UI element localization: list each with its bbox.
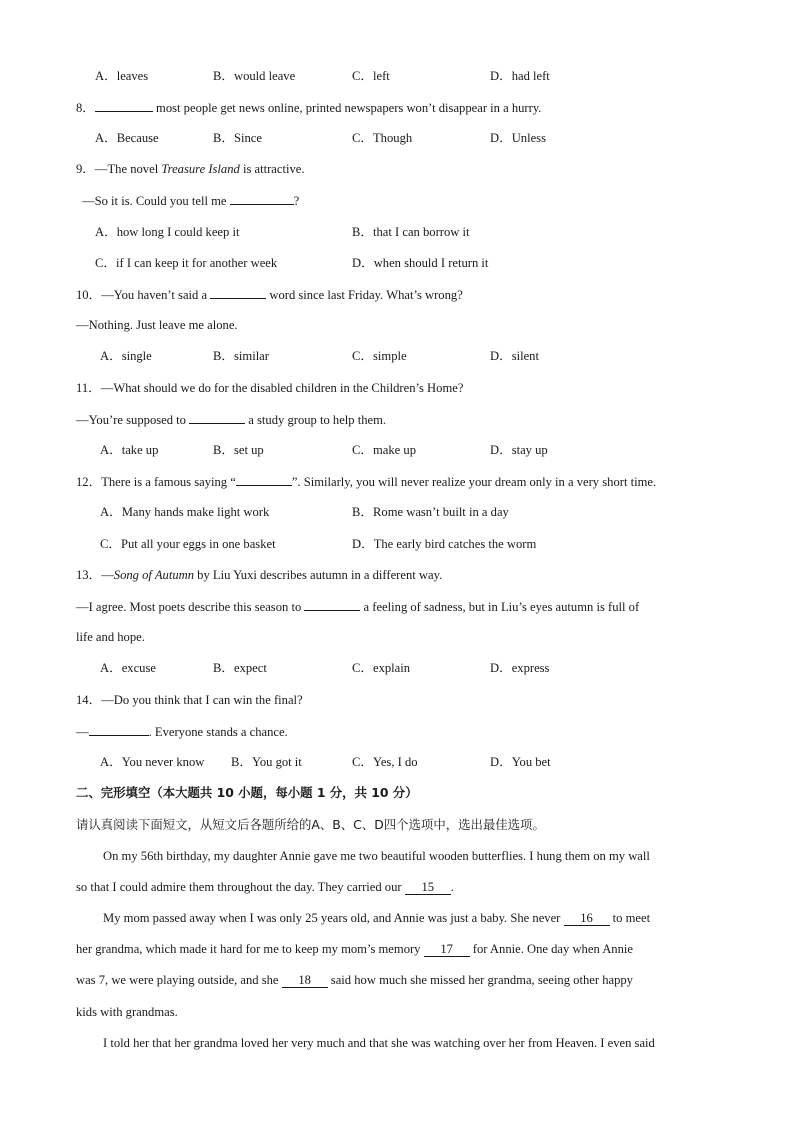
q11-stem xyxy=(76,380,463,396)
q14-option-d[interactable]: D．You bet xyxy=(490,755,551,769)
q9-reply-end: ? xyxy=(293,194,300,208)
q8-stem xyxy=(76,99,541,116)
passage-text: for Annie. One day when Annie xyxy=(469,942,633,956)
passage-text: . xyxy=(450,880,454,894)
answer-blank xyxy=(89,723,149,736)
answer-blank xyxy=(189,411,245,424)
q9-option-b[interactable]: B．that I can borrow it xyxy=(352,225,470,239)
q10-option-c[interactable]: C．simple xyxy=(352,349,407,363)
q12-option-c[interactable]: C．Put all your eggs in one basket xyxy=(100,537,276,551)
q10-option-a[interactable]: A．single xyxy=(100,349,152,363)
q12-option-b[interactable]: B．Rome wasn’t built in a day xyxy=(352,505,509,519)
q12-text: There is a famous saying “ xyxy=(101,475,236,489)
q13-stem xyxy=(76,567,442,583)
q7-option-b[interactable]: B．would leave xyxy=(213,69,296,83)
passage-line xyxy=(76,972,633,988)
passage-text: My mom passed away when I was only 25 years old, and Annie was just a baby. She never xyxy=(103,911,564,925)
passage-line: On my 56th birthday, my daughter Annie gave me two beautiful wooden butterflies. I hung them on my wall xyxy=(103,849,650,863)
answer-blank xyxy=(304,598,360,611)
passage-text: so that I could admire them throughout the day. They carried our xyxy=(76,880,405,894)
q11-option-b[interactable]: B．set up xyxy=(213,443,264,457)
passage-line: kids with grandmas. xyxy=(76,1005,178,1019)
cloze-blank-18[interactable]: 18 xyxy=(282,973,328,988)
q13-text: by Liu Yuxi describes autumn in a different way. xyxy=(194,568,443,582)
q10-text: word since last Friday. What’s wrong? xyxy=(266,288,463,302)
q8-option-b[interactable]: B．Since xyxy=(213,131,262,145)
q9-text: —The novel xyxy=(94,162,162,176)
q10-text: —You haven’t said a xyxy=(101,288,211,302)
q12-text: ”. Similarly, you will never realize your dream only in a very short time. xyxy=(291,475,657,489)
q14-option-c[interactable]: C．Yes, I do xyxy=(352,755,418,769)
q13-text: — xyxy=(101,568,114,582)
passage-text: her grandma, which made it hard for me to keep my mom’s memory xyxy=(76,942,424,956)
q8-option-a[interactable]: A．Because xyxy=(95,131,159,145)
question-number: 11． xyxy=(76,381,101,395)
q9-option-d[interactable]: D．when should I return it xyxy=(352,256,489,270)
answer-blank xyxy=(210,286,266,299)
q9-option-a[interactable]: A．how long I could keep it xyxy=(95,225,240,239)
q8-stem-text: most people get news online, printed newspapers won’t disappear in a hurry. xyxy=(152,101,542,115)
passage-line: I told her that her grandma loved her very much and that she was watching over her from Heaven. I even said xyxy=(103,1036,655,1050)
question-number: 13． xyxy=(76,568,102,582)
q13-reply-cont: life and hope. xyxy=(76,630,145,644)
section-heading: 二、完形填空（本大题共 10 小题，每小题 1 分，共 10 分） xyxy=(76,785,418,800)
q10-stem xyxy=(76,286,463,303)
q9-text: is attractive. xyxy=(239,162,305,176)
q11-reply-text: a study group to help them. xyxy=(245,413,387,427)
q13-option-b[interactable]: B．expect xyxy=(213,661,267,675)
question-number: 10． xyxy=(76,288,102,302)
q12-stem xyxy=(76,473,656,490)
q8-option-d[interactable]: D．Unless xyxy=(490,131,546,145)
q11-text: —What should we do for the disabled children in the Children’s Home? xyxy=(100,381,464,395)
q11-option-d[interactable]: D．stay up xyxy=(490,443,548,457)
answer-blank xyxy=(95,99,153,112)
q13-option-d[interactable]: D．express xyxy=(490,661,550,675)
q14-option-b[interactable]: B．You got it xyxy=(231,755,302,769)
reply-dash: — xyxy=(76,725,89,739)
q14-text: —Do you think that I can win the final? xyxy=(101,693,303,707)
q14-stem xyxy=(76,692,303,708)
answer-blank xyxy=(230,192,294,205)
answer-blank xyxy=(236,473,292,486)
passage-line xyxy=(76,941,633,957)
passage-text: to meet xyxy=(609,911,651,925)
q13-reply-text: —I agree. Most poets describe this season to xyxy=(76,600,305,614)
q13-reply-text: a feeling of sadness, but in Liu’s eyes autumn is full of xyxy=(360,600,640,614)
q7-option-d[interactable]: D．had left xyxy=(490,69,550,83)
q13-option-c[interactable]: C．explain xyxy=(352,661,411,675)
passage-text: was 7, we were playing outside, and she xyxy=(76,973,282,987)
question-number: 12． xyxy=(76,475,102,489)
q12-option-a[interactable]: A．Many hands make light work xyxy=(100,505,270,519)
poem-title: Song of Autumn xyxy=(113,568,195,582)
q7-option-c[interactable]: C．left xyxy=(352,69,390,83)
q13-option-a[interactable]: A．excuse xyxy=(100,661,156,675)
passage-text: said how much she missed her grandma, seeing other happy xyxy=(327,973,633,987)
q11-option-a[interactable]: A．take up xyxy=(100,443,159,457)
cloze-blank-17[interactable]: 17 xyxy=(424,942,470,957)
book-title: Treasure Island xyxy=(161,162,240,176)
q13-reply xyxy=(76,598,639,615)
q8-option-c[interactable]: C．Though xyxy=(352,131,413,145)
cloze-blank-15[interactable]: 15 xyxy=(405,880,451,895)
q10-option-d[interactable]: D．silent xyxy=(490,349,539,363)
q11-reply-text: —You’re supposed to xyxy=(76,413,190,427)
q9-reply xyxy=(82,192,299,209)
question-number: 8． xyxy=(76,101,95,115)
q11-reply xyxy=(76,411,386,428)
q14-reply-text: . Everyone stands a chance. xyxy=(148,725,288,739)
question-number: 14． xyxy=(76,693,102,707)
q11-option-c[interactable]: C．make up xyxy=(352,443,417,457)
q14-reply xyxy=(76,723,288,740)
section-instruction: 请认真阅读下面短文，从短文后各题所给的A、B、C、D四个选项中，选出最佳选项。 xyxy=(76,817,545,832)
q10-option-b[interactable]: B．similar xyxy=(213,349,269,363)
q7-option-a[interactable]: A．leaves xyxy=(95,69,149,83)
q9-reply-text: —So it is. Could you tell me xyxy=(82,194,230,208)
question-number: 9． xyxy=(76,162,95,176)
q10-reply: —Nothing. Just leave me alone. xyxy=(76,318,238,332)
q12-option-d[interactable]: D．The early bird catches the worm xyxy=(352,537,537,551)
q9-option-c[interactable]: C．if I can keep it for another week xyxy=(95,256,278,270)
cloze-blank-16[interactable]: 16 xyxy=(564,911,610,926)
passage-line xyxy=(76,879,454,895)
q9-stem xyxy=(76,161,305,177)
q14-option-a[interactable]: A．You never know xyxy=(100,755,205,769)
passage-line xyxy=(103,910,650,926)
